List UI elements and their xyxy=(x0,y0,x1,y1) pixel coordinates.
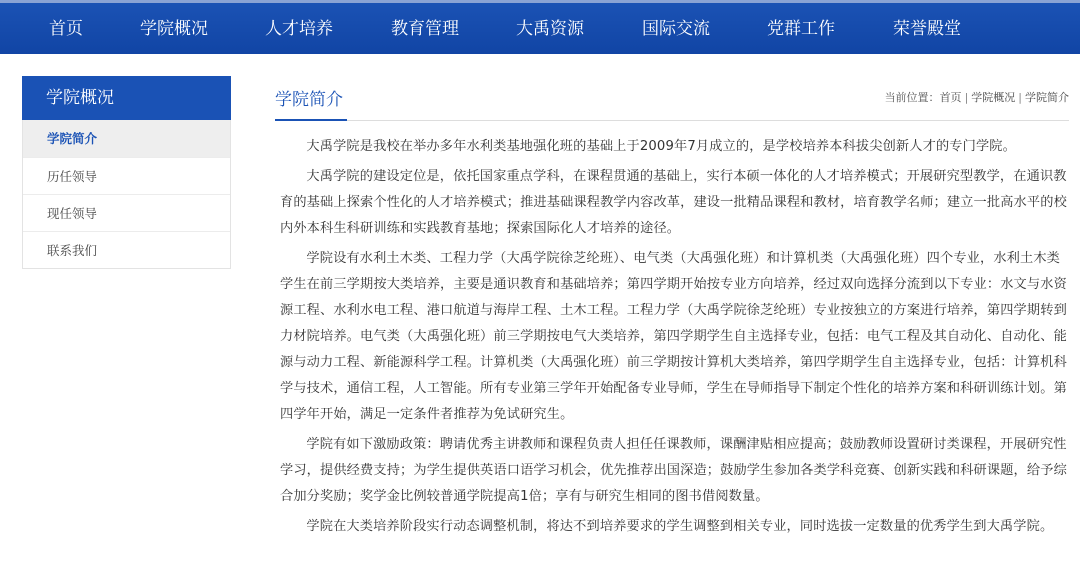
breadcrumb-separator: | xyxy=(964,91,969,104)
article-paragraph: 大禹学院的建设定位是，依托国家重点学科，在课程贯通的基础上，实行本硕一体化的人才培养模式；开展研究型教学，在通识教育的基础上探索个性化的人才培养模式；推进基础课程教学内容改革，建设一批精品课程和教材，培育教学名师；建立一批高水平的校内外本科生科研训练和实践教育基地；探索国际化人才培养的途径。 xyxy=(280,169,1067,236)
breadcrumb-link-home[interactable]: 首页 xyxy=(939,91,962,104)
article-paragraph: 大禹学院是我校在举办多年水利类基地强化班的基础上于2009年7月成立的，是学校培养本科拔尖创新人才的专门学院。 xyxy=(306,139,1016,154)
breadcrumb xyxy=(885,89,1069,105)
nav-item-education-management[interactable]: 教育管理 xyxy=(391,19,459,39)
article-paragraph: 学院设有水利土木类、工程力学（大禹学院徐芝纶班）、电气类（大禹强化班）和计算机类（大禹强化班）四个专业，水利土木类学生在前三学期按大类培养，主要是通识教育和基础培养；第四学期开始按专业方向培养，经过双向选择分流到以下专业：水文与水资源工程、水利水电工程、港口航道与海岸工程、土木工程。工程力学（大禹学院徐芝纶班）专业按独立的方案进行培养，第四学期转到力材院培养。电气类（大禹强化班）前三学期按电气大类培养，第四学期学生自主选择专业，包括：电气工程及其自动化、自动化、能源与动力工程、新能源科学工程。计算机类（大禹强化班）前三学期按计算机大类培养，第四学期学生自主选择专业，包括：计算机科学与技术，通信工程，人工智能。所有专业第三学年开始配备专业导师，学生在导师指导下制定个性化的培养方案和科研训练计划。第四学年开始，满足一定条件者推荐为免试研究生。 xyxy=(280,251,1067,422)
sidebar-item-college-intro[interactable]: 学院简介 xyxy=(23,120,230,157)
nav-item-honor-hall[interactable]: 荣誉殿堂 xyxy=(893,19,961,39)
nav-item-talent-training[interactable]: 人才培养 xyxy=(265,19,333,39)
sidebar-title: 学院概况 xyxy=(22,76,231,120)
title-underline xyxy=(275,119,347,121)
article-paragraph: 学院在大类培养阶段实行动态调整机制，将达不到培养要求的学生调整到相关专业，同时选拔一定数量的优秀学生到大禹学院。 xyxy=(306,519,1054,534)
sidebar-item-current-leaders[interactable]: 现任领导 xyxy=(23,194,230,231)
sidebar xyxy=(22,76,231,269)
sidebar-item-former-leaders[interactable]: 历任领导 xyxy=(23,157,230,194)
breadcrumb-link-college-overview[interactable]: 学院概况 xyxy=(971,91,1016,104)
top-navigation-bar xyxy=(0,0,1080,54)
content-header xyxy=(275,76,1069,121)
nav-item-party-work[interactable]: 党群工作 xyxy=(767,19,835,39)
main-content xyxy=(275,76,1069,544)
sidebar-item-contact-us[interactable]: 联系我们 xyxy=(23,231,230,268)
nav-item-international-exchange[interactable]: 国际交流 xyxy=(642,19,710,39)
article-body xyxy=(275,121,1069,540)
sidebar-menu xyxy=(22,120,231,269)
nav-item-home[interactable]: 首页 xyxy=(49,19,83,39)
breadcrumb-current-page[interactable]: 学院简介 xyxy=(1025,91,1069,104)
nav-item-dayu-resources[interactable]: 大禹资源 xyxy=(516,19,584,39)
article-paragraph: 学院有如下激励政策：聘请优秀主讲教师和课程负责人担任任课教师，课酬津贴相应提高；鼓励教师设置研讨类课程，开展研究性学习，提供经费支持；为学生提供英语口语学习机会，优先推荐出国深造；鼓励学生参加各类学科竞赛、创新实践和科研课题，给予综合加分奖励；奖学金比例较普通学院提高1倍；享有与研究生相同的图书借阅数量。 xyxy=(280,437,1067,504)
breadcrumb-separator: | xyxy=(1018,91,1022,104)
page-title: 学院简介 xyxy=(275,90,343,110)
nav-item-college-overview[interactable]: 学院概况 xyxy=(140,19,208,39)
breadcrumb-prefix: 当前位置： xyxy=(884,91,940,104)
